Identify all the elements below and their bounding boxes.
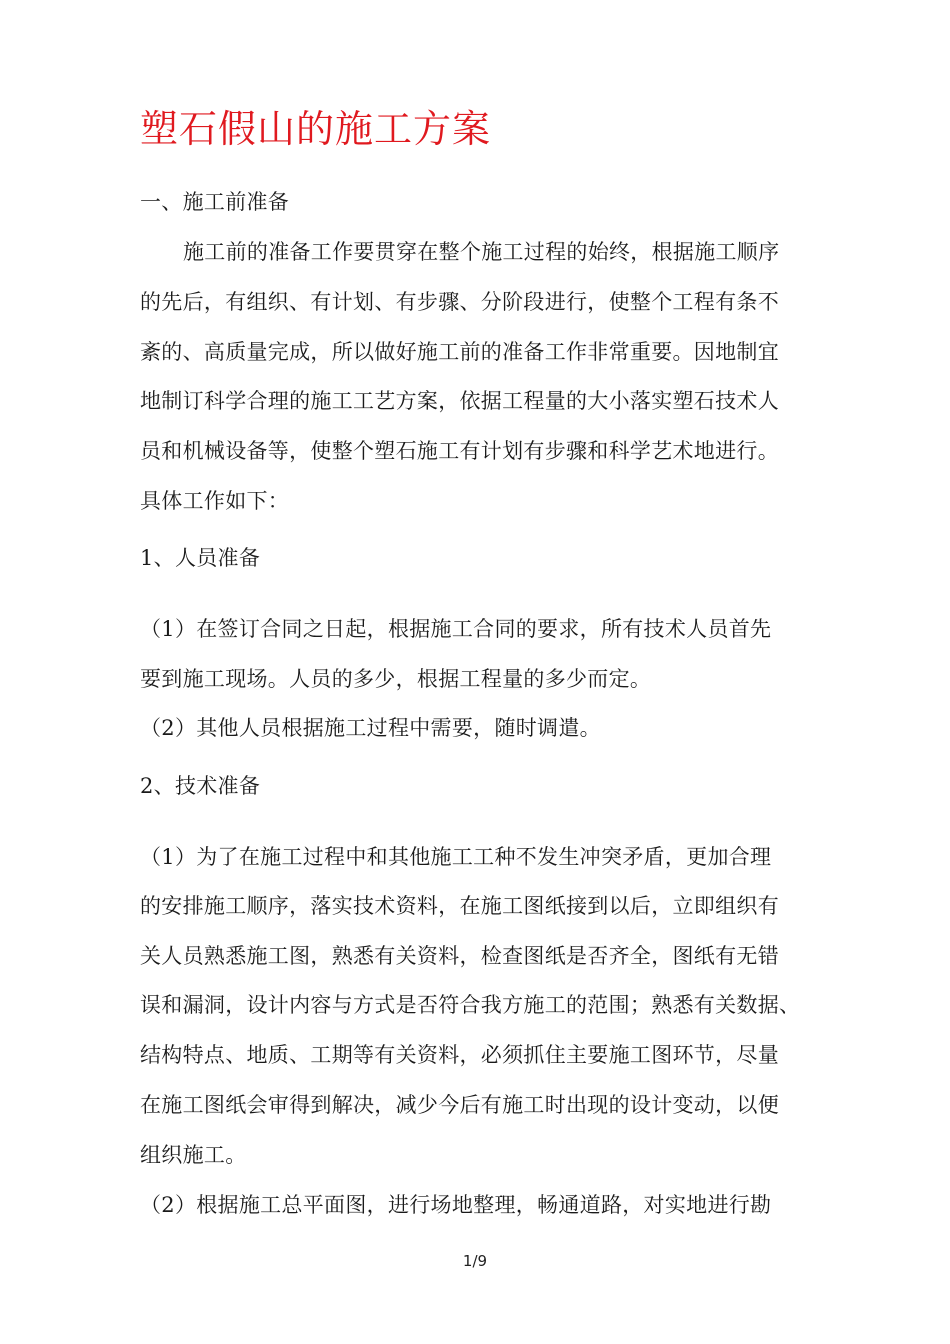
paragraph-line: 地制订科学合理的施工工艺方案，依据工程量的大小落实塑石技术人 [140, 389, 779, 413]
paragraph-line: 组织施工。 [140, 1143, 247, 1167]
paragraph-line: 员和机械设备等，使整个塑石施工有计划有步骤和科学艺术地进行。 [140, 439, 779, 463]
paragraph-line: 结构特点、地质、工期等有关资料，必须抓住主要施工图环节，尽量 [140, 1043, 779, 1067]
subsection-heading: 2、技术准备 [140, 774, 261, 798]
paragraph-line: （2）其他人员根据施工过程中需要，随时调遣。 [140, 716, 601, 740]
paragraph-line: 误和漏洞，设计内容与方式是否符合我方施工的范围；熟悉有关数据、 [140, 993, 801, 1017]
paragraph-line: 的安排施工顺序，落实技术资料，在施工图纸接到以后，立即组织有 [140, 894, 779, 918]
paragraph-line: （1）为了在施工过程中和其他施工工种不发生冲突矛盾，更加合理 [140, 845, 772, 869]
paragraph-line: （1）在签订合同之日起，根据施工合同的要求，所有技术人员首先 [140, 617, 772, 641]
paragraph-line: 关人员熟悉施工图，熟悉有关资料，检查图纸是否齐全，图纸有无错 [140, 944, 779, 968]
paragraph-line: 紊的、高质量完成，所以做好施工前的准备工作非常重要。因地制宜 [140, 340, 779, 364]
document-title: 塑石假山的施工方案 [140, 107, 492, 151]
paragraph-line: 具体工作如下： [140, 489, 290, 513]
paragraph-line: 的先后，有组织、有计划、有步骤、分阶段进行，使整个工程有条不 [140, 290, 779, 314]
subsection-heading: 1、人员准备 [140, 546, 261, 570]
paragraph-line: （2）根据施工总平面图，进行场地整理，畅通道路，对实地进行勘 [140, 1193, 772, 1217]
section-heading: 一、施工前准备 [140, 190, 290, 214]
paragraph-line: 施工前的准备工作要贯穿在整个施工过程的始终，根据施工顺序 [183, 240, 780, 264]
page-number: 1/9 [462, 1252, 488, 1270]
paragraph-line: 要到施工现场。人员的多少，根据工程量的多少而定。 [140, 667, 652, 691]
paragraph-line: 在施工图纸会审得到解决，减少今后有施工时出现的设计变动，以便 [140, 1093, 779, 1117]
